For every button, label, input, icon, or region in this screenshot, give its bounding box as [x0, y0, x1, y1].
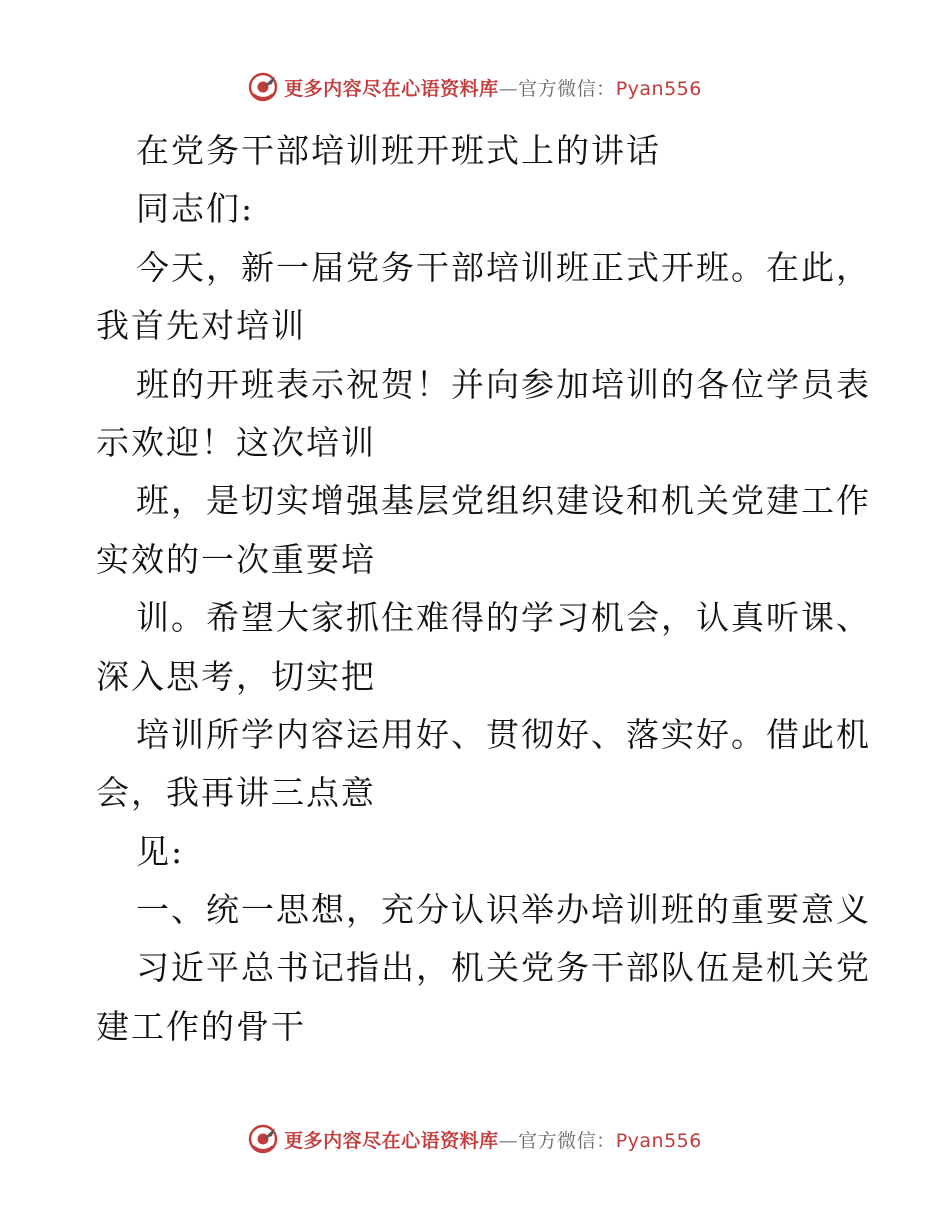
document-title: 在党务干部培训班开班式上的讲话: [136, 131, 661, 170]
document-line: 同志们:: [136, 189, 255, 229]
document-line: 会，我再讲三点意: [96, 773, 376, 813]
document-line: 深入思考，切实把: [96, 656, 376, 696]
document-line: 班的开班表示祝贺！并向参加培训的各位学员表: [136, 364, 871, 404]
document-line: 习近平总书记指出，机关党务干部队伍是机关党: [136, 948, 871, 988]
footer-banner: [0, 1124, 950, 1154]
banner-main: 更多内容尽在心语资料库: [284, 77, 499, 100]
document-line: 建工作的骨干: [96, 1006, 306, 1046]
banner-text: [284, 1126, 702, 1153]
banner-dash: —: [498, 77, 519, 100]
document-line: 我首先对培训: [96, 306, 306, 346]
document-line: 今天，新一届党务干部培训班正式开班。在此，: [136, 247, 871, 287]
document-body: [96, 122, 871, 1056]
document-line: 见:: [136, 831, 185, 871]
banner-main: 更多内容尽在心语资料库: [284, 1129, 499, 1152]
banner-text: [284, 74, 702, 101]
banner-dash: —: [498, 1129, 519, 1152]
banner-wechat-label: 官方微信：: [518, 77, 616, 100]
banner-wechat-label: 官方微信：: [518, 1129, 616, 1152]
document-line: 培训所学内容运用好、贯彻好、落实好。借此机: [136, 714, 871, 754]
document-line: 训。希望大家抓住难得的学习机会，认真听课、: [136, 598, 871, 638]
document-line: 一、统一思想，充分认识举办培训班的重要意义: [136, 890, 871, 930]
brand-logo-icon: [248, 1124, 278, 1154]
banner-account: Pyan556: [615, 77, 702, 100]
header-banner: [0, 72, 950, 102]
document-line: 示欢迎！这次培训: [96, 422, 376, 462]
document-line: 班，是切实增强基层党组织建设和机关党建工作: [136, 481, 871, 521]
document-line: 实效的一次重要培: [96, 539, 376, 579]
brand-logo-icon: [248, 72, 278, 102]
banner-account: Pyan556: [615, 1129, 702, 1152]
